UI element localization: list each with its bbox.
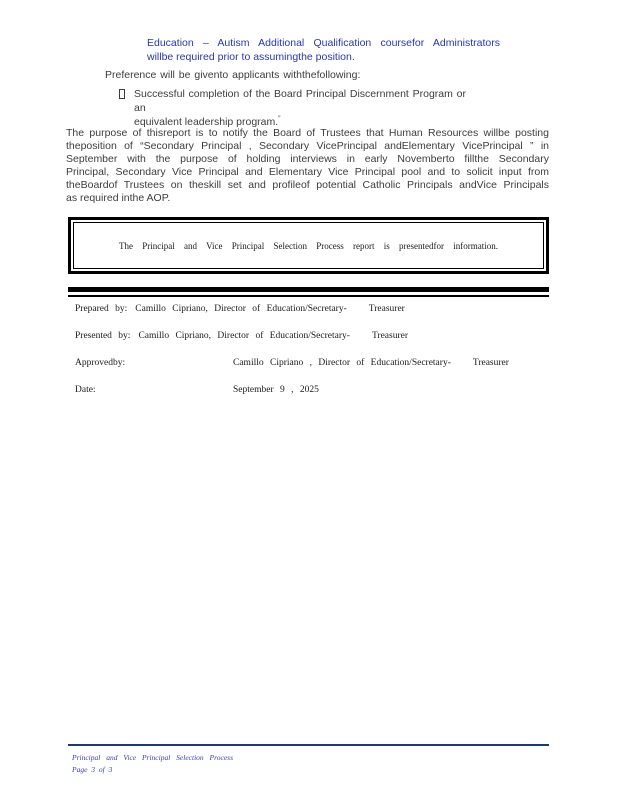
footer-divider xyxy=(68,744,549,746)
signature-value: September 9 , 2025 xyxy=(233,385,319,395)
purpose-line: September with the purpose of holding interviews in early Novemberto fillthe Secondary xyxy=(66,153,549,165)
signature-label: Approvedby: xyxy=(75,358,126,368)
bullet-icon xyxy=(119,89,125,99)
purpose-line: as required inthe AOP. xyxy=(66,192,171,204)
signature-block xyxy=(75,304,549,412)
bullet-text xyxy=(134,87,466,129)
purpose-line: theBoardof Trustees on theskill set and profileof potential Catholic Principals andVice Principals xyxy=(66,179,549,191)
footer-page-number: Page 3 of 3 xyxy=(72,765,113,774)
purpose-paragraph xyxy=(66,127,549,205)
signature-label: Prepared by: xyxy=(75,304,128,314)
signature-title: Treasurer xyxy=(371,331,408,341)
qualification-note-line: willbe required prior to assumingthe position. xyxy=(147,51,355,63)
purpose-line: The purpose of thisreport is to notify the Board of Trustees that Human Resources willbe posting xyxy=(66,127,549,139)
signature-row-approved xyxy=(75,358,549,369)
signature-row-date xyxy=(75,385,549,396)
signature-title: Treasurer xyxy=(368,304,405,314)
qualification-note xyxy=(147,36,500,64)
callout-box-inner xyxy=(73,222,544,269)
signature-label: Date: xyxy=(75,385,96,395)
callout-box xyxy=(68,217,549,274)
signature-row-prepared xyxy=(75,304,549,315)
signature-title: Treasurer xyxy=(472,358,509,368)
bullet-quote-mark: ” xyxy=(278,115,281,123)
signature-value: Camillo Cipriano, Director of Education/Secretary- xyxy=(135,304,347,314)
section-divider xyxy=(68,287,549,297)
preference-bullet-item xyxy=(119,87,466,129)
qualification-note-line: Education – Autism Additional Qualification coursefor Administrators xyxy=(147,37,500,49)
bullet-line: Successful completion of the Board Principal Discernment Program or an xyxy=(134,88,466,114)
callout-text: The Principal and Vice Principal Selection Process report is presentedfor information. xyxy=(119,240,498,251)
preference-intro: Preference will be givento applicants withthefollowing: xyxy=(105,69,361,81)
bullet-line-text: equivalent leadership program. xyxy=(134,116,279,128)
signature-label: Presented by: xyxy=(75,331,131,341)
purpose-line: theposition of “Secondary Principal , Secondary VicePrincipal andElementary VicePrincipal ” in xyxy=(66,140,549,152)
purpose-line: Principal, Secondary Vice Principal and Elementary Vice Principal pool and to solicit input from xyxy=(66,166,549,178)
signature-value: Camillo Cipriano, Director of Education/Secretary- xyxy=(138,331,350,341)
footer-document-title: Principal and Vice Principal Selection Process xyxy=(72,753,234,762)
signature-row-presented xyxy=(75,331,549,342)
signature-value: Camillo Cipriano , Director of Education/Secretary- xyxy=(233,358,451,368)
